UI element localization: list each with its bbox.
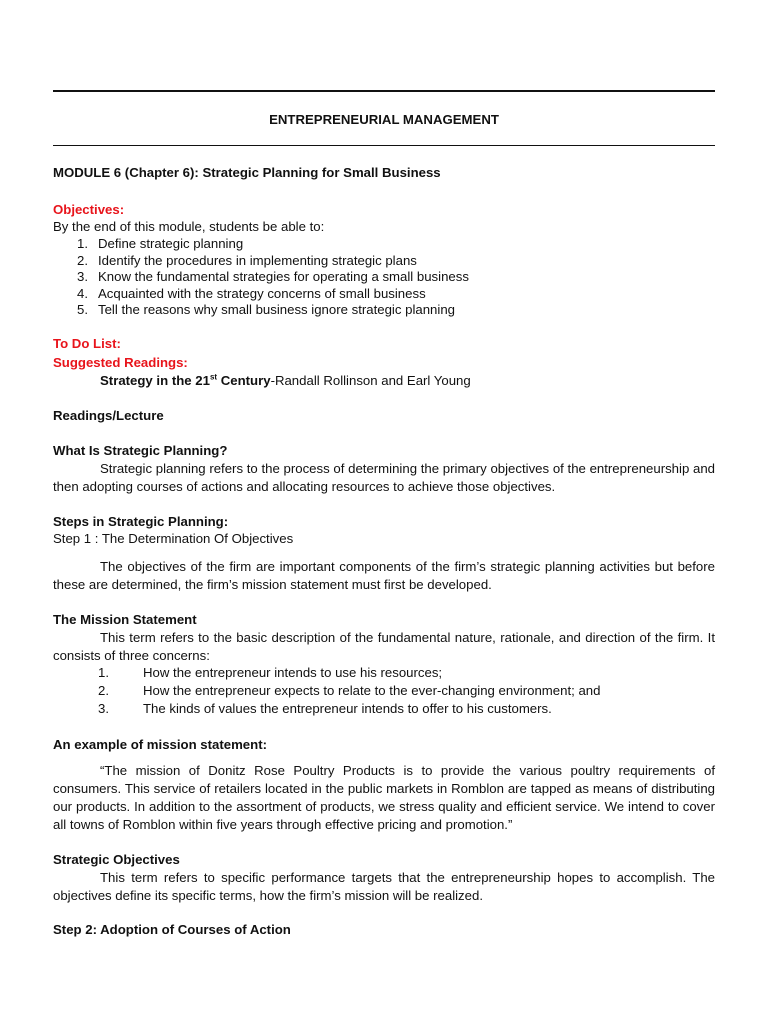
example-heading: An example of mission statement: — [53, 737, 267, 752]
document-title: ENTREPRENEURIAL MANAGEMENT — [269, 112, 499, 127]
objectives-intro: By the end of this module, students be able to: — [53, 219, 325, 234]
step1-paragraph: The objectives of the firm are important components of the firm’s strategic planning activities but before these are determined, the firm’s mission statement must first be developed. — [53, 559, 715, 592]
suggested-reading-item: Strategy in the 21st Century-Randall Rollinson and Earl Young — [100, 372, 471, 388]
top-rule — [53, 90, 715, 92]
mission-paragraph: This term refers to the basic description of the fundamental nature, rationale, and direction of the firm. It consists of three concerns: — [53, 630, 715, 663]
module-heading: MODULE 6 (Chapter 6): Strategic Planning for Small Business — [53, 165, 441, 180]
readings-lecture-heading: Readings/Lecture — [53, 408, 164, 423]
list-item: 3. Know the fundamental strategies for operating a small business — [77, 269, 469, 284]
strategic-objectives-paragraph: This term refers to specific performance targets that the entrepreneurship hopes to accomplish. The objectives define its specific terms, how the firm’s mission will be realized. — [53, 870, 715, 903]
list-item: 2. How the entrepreneur expects to relate to the ever-changing environment; and — [98, 683, 601, 698]
list-item: 4. Acquainted with the strategy concerns of small business — [77, 285, 426, 301]
what-is-paragraph: Strategic planning refers to the process of determining the primary objectives of the entrepreneurship and then adopting courses of actions and allocating resources to achieve those objectives. — [53, 461, 715, 494]
step2-heading: Step 2: Adoption of Courses of Action — [53, 922, 291, 937]
strategic-objectives-heading: Strategic Objectives — [53, 852, 180, 867]
concerns-list — [53, 664, 715, 718]
todo-heading: To Do List: — [53, 336, 121, 351]
objectives-heading: Objectives: — [53, 202, 125, 217]
title-underline — [53, 145, 715, 146]
list-item: 1. Define strategic planning — [77, 236, 244, 251]
mission-heading: The Mission Statement — [53, 612, 197, 627]
list-item: 1. How the entrepreneur intends to use his resources; — [98, 665, 443, 680]
suggested-readings-heading: Suggested Readings: — [53, 355, 188, 370]
list-item: 2. Identify the procedures in implementing strategic plans — [77, 252, 417, 268]
what-is-heading: What Is Strategic Planning? — [53, 443, 228, 458]
example-paragraph: “The mission of Donitz Rose Poultry Products is to provide the various poultry requirements of consumers. This service of retailers located in the public markets in Romblon are tapped as means of distributing our products. In addition to the assortment of products, we stress quality and efficient service. We intend to cover all towns of Romblon within five years through effective pricing and promotion.” — [53, 763, 715, 832]
list-item: 3. The kinds of values the entrepreneur intends to offer to his customers. — [98, 701, 552, 716]
objectives-list — [53, 236, 715, 319]
list-item: 5. Tell the reasons why small business ignore strategic planning — [77, 302, 455, 317]
steps-heading: Steps in Strategic Planning: — [53, 514, 229, 529]
step1-label: Step 1 : The Determination Of Objectives — [53, 531, 294, 546]
